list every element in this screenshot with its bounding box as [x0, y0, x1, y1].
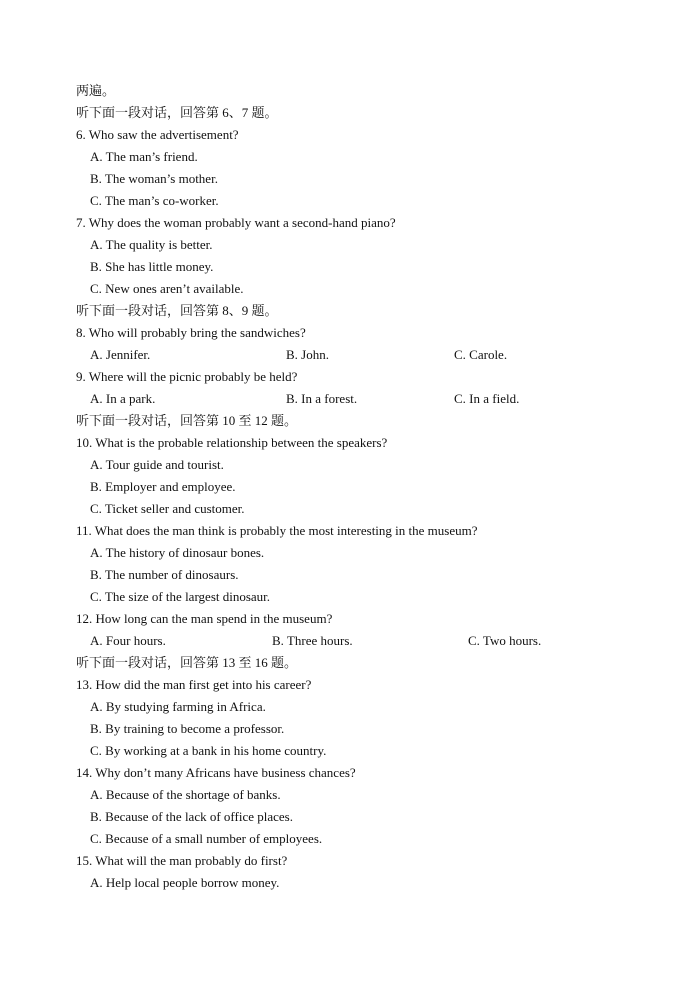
question-text: 15. What will the man probably do first? — [76, 853, 288, 868]
section-instruction: 两遍。 — [76, 83, 116, 98]
answer-option: B. By training to become a professor. — [90, 721, 285, 736]
answer-option: A. By studying farming in Africa. — [90, 699, 266, 714]
section-instruction: 听下面一段对话，回答第 10 至 12 题。 — [76, 413, 298, 428]
answer-option: C. Ticket seller and customer. — [90, 501, 245, 516]
answer-option: A. The quality is better. — [90, 237, 213, 252]
answer-option: B. Because of the lack of office places. — [90, 809, 293, 824]
question-text: 14. Why don’t many Africans have business chances? — [76, 765, 356, 780]
answer-option: B. Employer and employee. — [90, 479, 236, 494]
answer-option: C. The man’s co-worker. — [90, 193, 219, 208]
question-text: 7. Why does the woman probably want a second-hand piano? — [76, 215, 396, 230]
section-instruction: 听下面一段对话，回答第 8、9 题。 — [76, 303, 278, 318]
answer-option: B. She has little money. — [90, 259, 214, 274]
answer-option: C. In a field. — [454, 391, 520, 406]
options-row — [0, 388, 696, 410]
section-instruction: 听下面一段对话，回答第 6、7 题。 — [76, 105, 278, 120]
question-text: 13. How did the man first get into his career? — [76, 677, 312, 692]
question-text: 6. Who saw the advertisement? — [76, 127, 239, 142]
answer-option: C. By working at a bank in his home country. — [90, 743, 327, 758]
answer-option: B. The woman’s mother. — [90, 171, 218, 186]
answer-option: A. The history of dinosaur bones. — [90, 545, 265, 560]
answer-option: C. Because of a small number of employees. — [90, 831, 323, 846]
answer-option: B. John. — [286, 347, 329, 362]
answer-option: C. Carole. — [454, 347, 508, 362]
answer-option: B. Three hours. — [272, 633, 353, 648]
section-instruction: 听下面一段对话，回答第 13 至 16 题。 — [76, 655, 298, 670]
answer-option: A. Because of the shortage of banks. — [90, 787, 281, 802]
answer-option: C. The size of the largest dinosaur. — [90, 589, 271, 604]
options-row — [0, 344, 696, 366]
question-text: 10. What is the probable relationship between the speakers? — [76, 435, 388, 450]
question-text: 11. What does the man think is probably the most interesting in the museum? — [76, 523, 478, 538]
question-text: 9. Where will the picnic probably be held? — [76, 369, 298, 384]
answer-option: C. New ones aren’t available. — [90, 281, 244, 296]
question-text: 12. How long can the man spend in the museum? — [76, 611, 333, 626]
question-text: 8. Who will probably bring the sandwiches? — [76, 325, 306, 340]
answer-option: A. Jennifer. — [90, 347, 151, 362]
answer-option: A. Help local people borrow money. — [90, 875, 280, 890]
answer-option: A. In a park. — [90, 391, 156, 406]
answer-option: B. In a forest. — [286, 391, 358, 406]
answer-option: B. The number of dinosaurs. — [90, 567, 239, 582]
answer-option: A. The man’s friend. — [90, 149, 198, 164]
answer-option: C. Two hours. — [468, 633, 542, 648]
answer-option: A. Four hours. — [90, 633, 166, 648]
answer-option: A. Tour guide and tourist. — [90, 457, 224, 472]
options-row — [0, 630, 696, 652]
